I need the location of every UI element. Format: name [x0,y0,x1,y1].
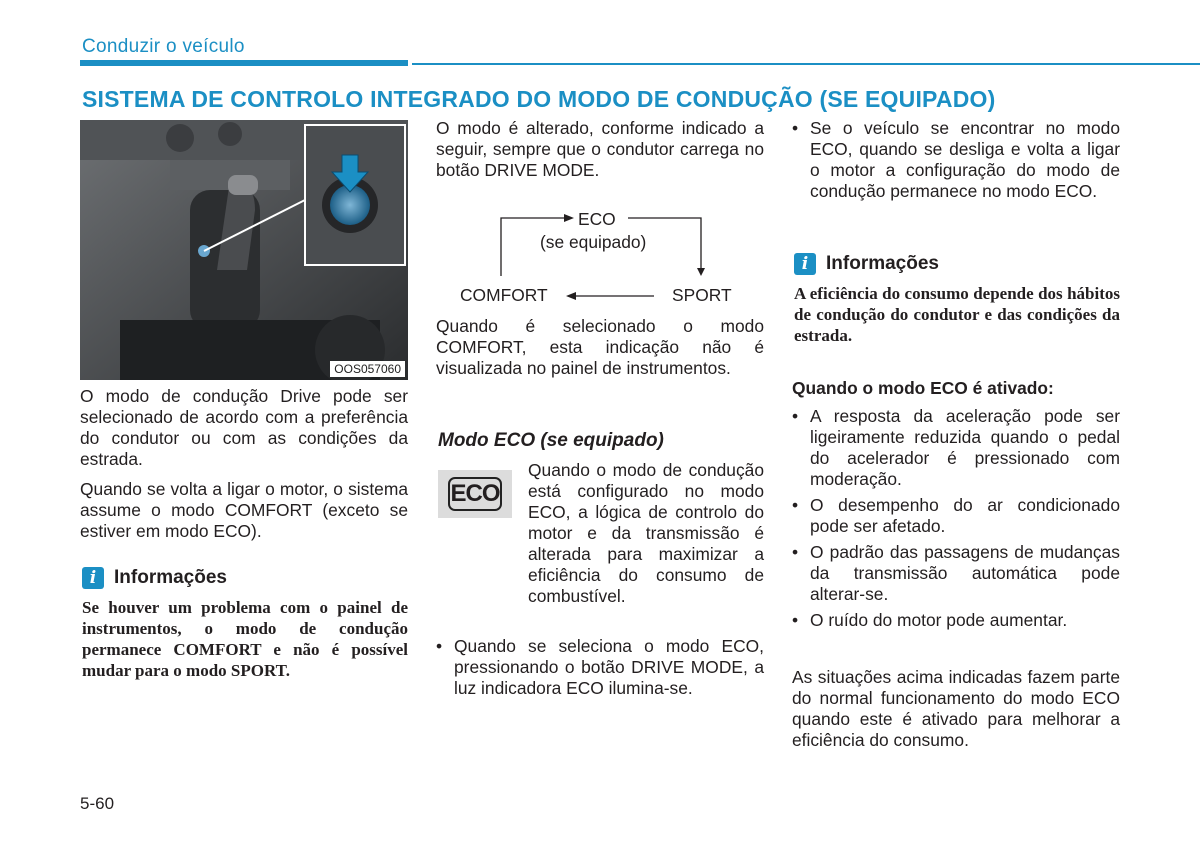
diagram-comfort: COMFORT [460,285,548,305]
right-bullets-top [792,118,1120,202]
console-illustration [80,120,408,380]
console-photo [80,120,408,380]
eco-block [436,460,764,630]
right-list-item: • A resposta da aceleração pode ser ligeiramente reduzida quando o pedal do acelerador é pressionado com moderação. [792,406,1120,490]
page-title: SISTEMA DE CONTROLO INTEGRADO DO MODO DE CONDUÇÃO (SE EQUIPADO) [82,86,996,112]
right-info-text: A eficiência do consumo depende dos hábitos de condução do condutor e das condições da estrada. [794,284,1120,345]
right-closing: As situações acima indicadas fazem parte do normal funcionamento do modo ECO quando este é ativado para melhorar a eficiência do consumo. [792,667,1120,750]
eco-badge-label: ECO [448,477,502,511]
right-list-item: • O padrão das passagens de mudanças da transmissão automática pode alterar-se. [792,542,1120,605]
section-header: Conduzir o veículo [82,36,245,57]
right-bullet-1: • Se o veículo se encontrar no modo ECO, quando se desliga e volta a ligar o motor a configuração do modo de condução permanece no modo ECO. [792,118,1120,202]
eco-heading: Modo ECO (se equipado) [438,430,664,451]
right-info-title: Informações [826,253,939,274]
header-rule [412,63,1200,65]
eco-indicator-icon [438,470,512,518]
right-list-item: • O desempenho do ar condicionado pode ser afetado. [792,495,1120,537]
right-subheading: Quando o modo ECO é ativado: [792,378,1054,398]
middle-intro: O modo é alterado, conforme indicado a seguir, sempre que o condutor carrega no botão DRIVE MODE. [436,118,764,180]
arrow-icon [697,268,705,276]
middle-bullets [436,636,764,699]
header-bar-thick [80,60,408,66]
middle-comfort-text: Quando é selecionado o modo COMFORT, esta indicação não é visualizada no painel de instrumentos. [436,316,764,378]
right-list-item: • O ruído do motor pode aumentar. [792,610,1120,631]
diagram-sport: SPORT [672,285,732,305]
left-info-title: Informações [114,567,227,588]
arrow-icon [564,214,574,222]
left-info-text: Se houver um problema com o painel de instrumentos, o modo de condução permanece COMFORT e não é possível mudar para o modo SPORT. [82,598,408,680]
arrow-icon [566,292,576,300]
eco-text: Quando o modo de condução está configurado no modo ECO, a lógica de controlo do motor e da transmissão é alterada para maximizar a eficiência do consumo de combustível. [528,460,764,606]
image-code: OOS057060 [330,361,405,377]
left-info-box [82,565,408,681]
right-bullet-list [792,406,1120,631]
diagram-eco: ECO [578,209,616,229]
diagram-eco-note: (se equipado) [540,232,647,252]
info-icon: i [794,253,816,275]
mode-diagram [436,206,764,314]
left-para-2: Quando se volta a ligar o motor, o sistema assume o modo COMFORT (exceto se estiver em modo ECO). [80,479,408,541]
right-info-box [794,251,1120,346]
middle-bullet-1: • Quando se seleciona o modo ECO, pressionando o botão DRIVE MODE, a luz indicadora ECO ilumina-se. [436,636,764,699]
left-para-1: O modo de condução Drive pode ser selecionado de acordo com a preferência do condutor ou com as condições da estrada. [80,386,408,469]
info-icon: i [82,567,104,589]
left-column [80,386,408,542]
page-number: 5-60 [80,794,115,813]
